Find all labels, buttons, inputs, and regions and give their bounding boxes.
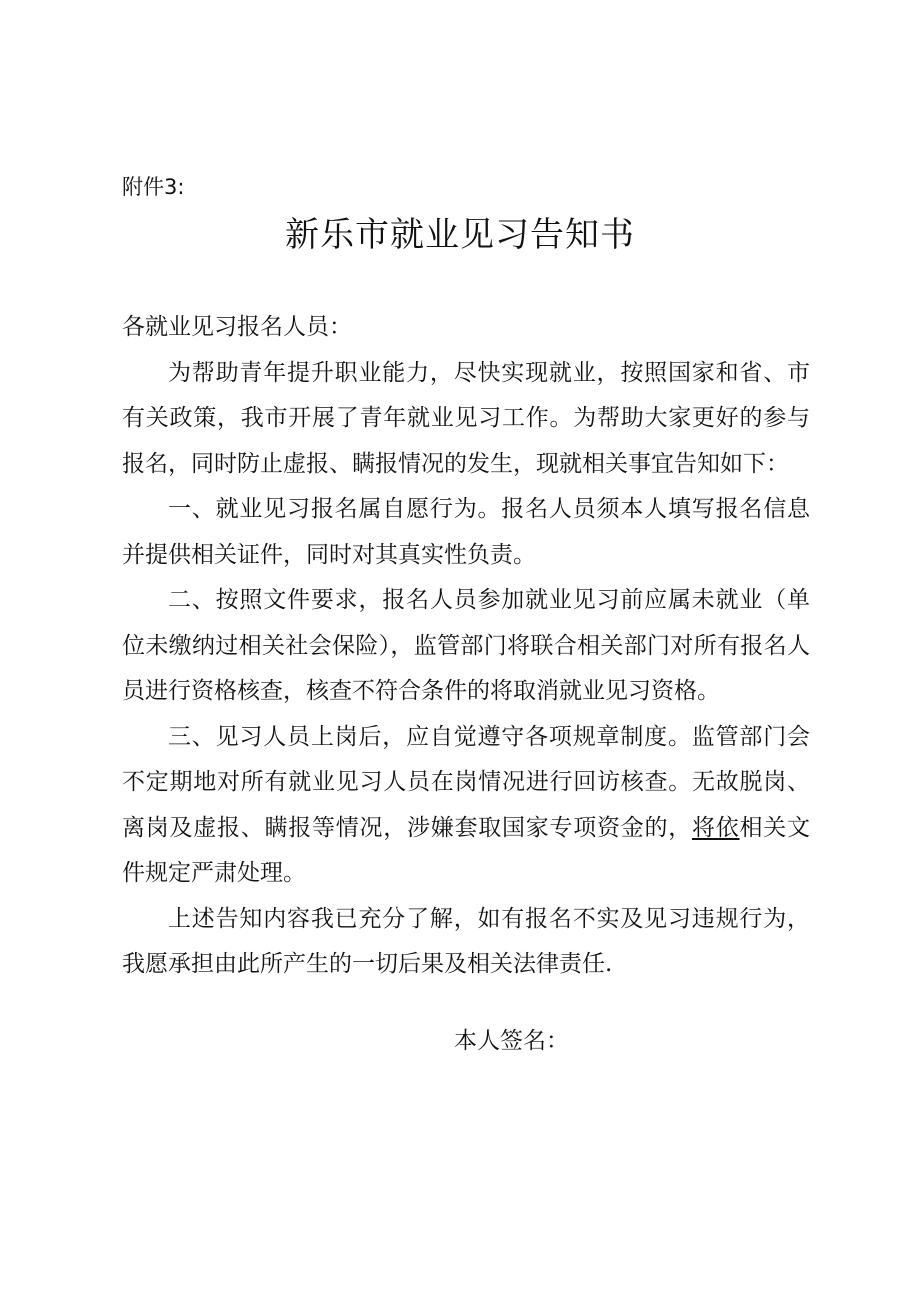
document-body: [122, 305, 810, 988]
signature-label: 本人签名：: [454, 1028, 569, 1054]
item-2-paragraph: 二、按照文件要求，报名人员参加就业见习前应属未就业（单位未缴纳过相关社会保险），监管部门将联合相关部门对所有报名人员进行资格核查，核查不符合条件的将取消就业见习资格。: [122, 587, 810, 704]
item-3-text-before: 三、见习人员上岗后，应自觉遵守各项规章制度。监管部门会不定期地对所有就业见习人员在岗情况进行回访核查。无故脱岗、离岗及虚报、瞒报等情况，涉嫌套取国家专项资金的，: [122, 723, 810, 841]
attachment-label: 附件3:: [122, 175, 185, 199]
greeting: 各就业见习报名人员：: [122, 314, 352, 340]
item-1-paragraph: 一、就业见习报名属自愿行为。报名人员须本人填写报名信息并提供相关证件，同时对其真实性负责。: [122, 496, 810, 568]
intro-paragraph: 为帮助青年提升职业能力，尽快实现就业，按照国家和省、市有关政策，我市开展了青年就业见习工作。为帮助大家更好的参与报名，同时防止虚报、瞒报情况的发生，现就相关事宜告知如下：: [122, 359, 810, 477]
item-3-text-after: 相关文件规定严肃处理。: [122, 814, 810, 886]
item-3-paragraph: [122, 715, 810, 897]
document-title: 新乐市就业见习告知书: [285, 215, 635, 255]
declaration-paragraph: 上述告知内容我已充分了解，如有报名不实及见习违规行为，我愿承担由此所产生的一切后果及相关法律责任.: [122, 905, 810, 977]
item-3-underlined-text: 将依: [692, 814, 740, 841]
